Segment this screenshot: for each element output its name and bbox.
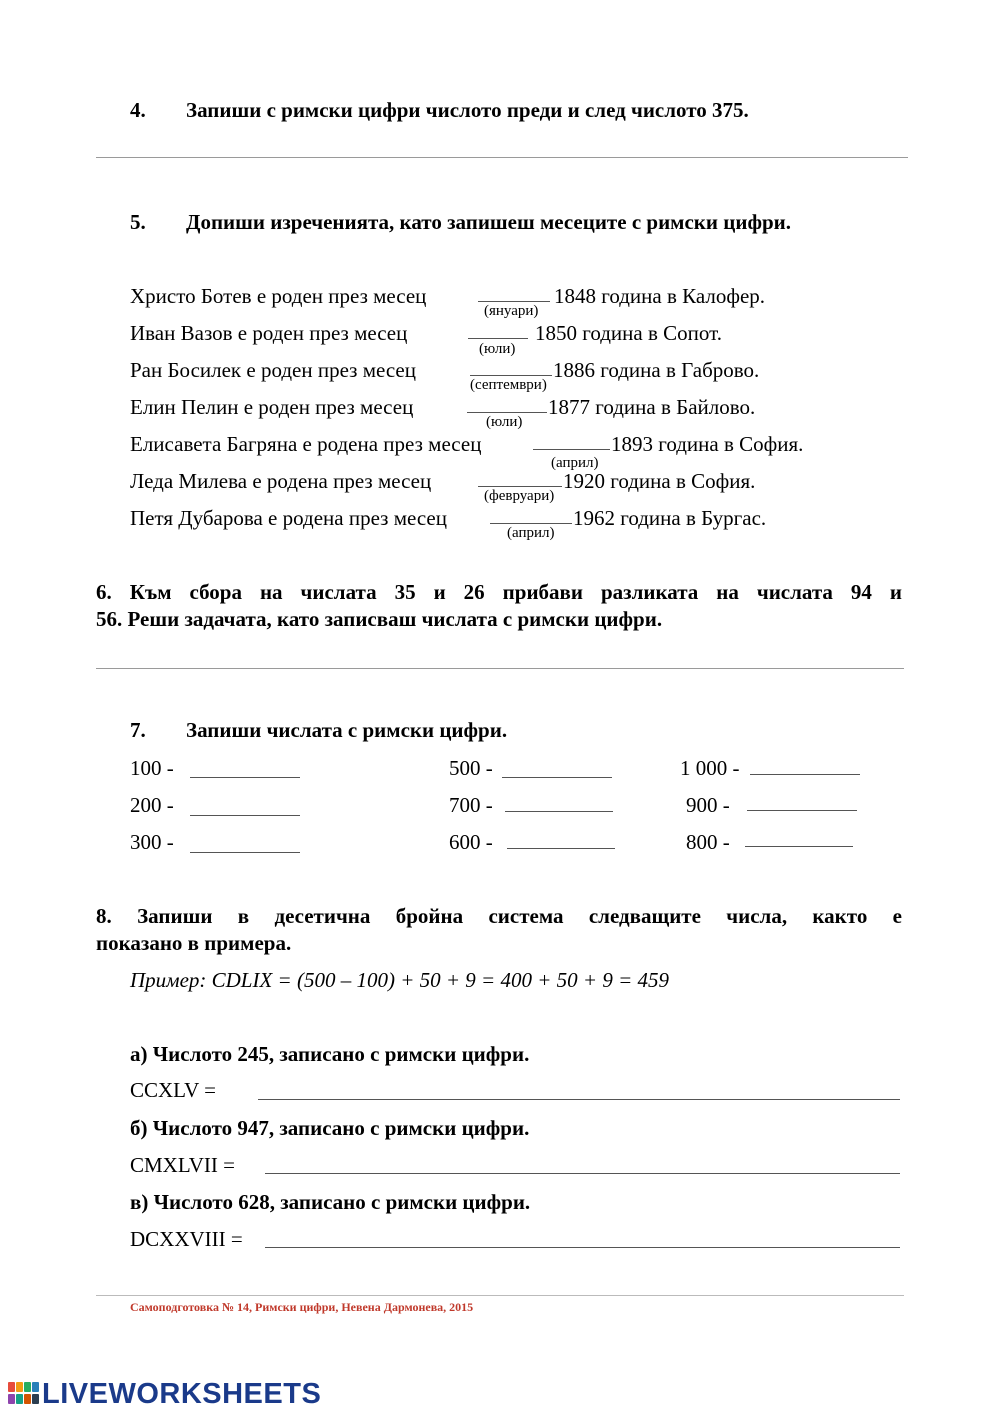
task6-answer-line[interactable] (96, 668, 904, 669)
sentence-1-after: 1848 година в Калофер. (554, 284, 766, 308)
task5-heading (130, 210, 791, 235)
sentence-1-hint: (януари) (484, 303, 539, 319)
roman-item-800: 800 - (686, 830, 730, 854)
task4-heading (130, 98, 749, 123)
roman-blank-700[interactable] (505, 811, 613, 812)
sentence-2-hint: (юли) (479, 341, 516, 357)
roman-item-1000: 1 000 - (680, 756, 740, 780)
roman-blank-900[interactable] (747, 810, 857, 811)
sentence-7-after: 1962 година в Бургас. (573, 506, 767, 530)
sentence-6-blank[interactable] (478, 486, 562, 487)
sentence-4-blank[interactable] (467, 412, 547, 413)
task8-part-b-label: CMXLVII = (130, 1153, 235, 1177)
sentence-2-after: 1850 година в Сопот. (535, 321, 722, 345)
footer-divider (96, 1295, 904, 1296)
roman-item-300: 300 - (130, 830, 174, 854)
sentence-3-hint: (септември) (470, 377, 547, 393)
task4-answer-line[interactable] (96, 157, 908, 158)
roman-blank-600[interactable] (507, 848, 615, 849)
sentence-7-before: Петя Дубарова е родена през месец (130, 506, 447, 530)
roman-item-200: 200 - (130, 793, 174, 817)
sentence-2-blank[interactable] (468, 338, 528, 339)
roman-blank-300[interactable] (190, 852, 300, 853)
roman-blank-200[interactable] (190, 815, 300, 816)
task7-text: Запиши числата с римски цифри. (186, 718, 508, 742)
sentence-1-blank[interactable] (478, 301, 550, 302)
roman-item-700: 700 - (449, 793, 493, 817)
liveworksheets-logo[interactable] (8, 1378, 321, 1411)
liveworksheets-logo-icon (8, 1382, 40, 1406)
task8-part-a-title: а) Числото 245, записано с римски цифри. (130, 1042, 530, 1066)
roman-item-900: 900 - (686, 793, 730, 817)
sentence-4-after: 1877 година в Байлово. (548, 395, 756, 419)
sentence-1-before: Христо Ботев е роден през месец (130, 284, 427, 308)
task8-line-2: показано в примера. (96, 931, 292, 955)
task5-text: Допиши изреченията, като запишеш месеците с римски цифри. (186, 210, 792, 234)
task6-line-1: 6. Към сбора на числата 35 и 26 прибави разликата на числата 94 и (96, 580, 902, 604)
roman-blank-800[interactable] (745, 846, 853, 847)
roman-item-600: 600 - (449, 830, 493, 854)
roman-blank-1000[interactable] (750, 774, 860, 775)
task8-part-c-title: в) Числото 628, записано с римски цифри. (130, 1190, 531, 1214)
sentence-3-before: Ран Босилек е роден през месец (130, 358, 416, 382)
sentence-5-before: Елисавета Багряна е родена през месец (130, 432, 482, 456)
sentence-2-before: Иван Вазов е роден през месец (130, 321, 408, 345)
task4-number: 4. (130, 98, 146, 122)
task8-part-a-answer-line[interactable] (258, 1099, 900, 1100)
task8-part-c-label: DCXXVIII = (130, 1227, 243, 1251)
sentence-4-hint: (юли) (486, 414, 523, 430)
sentence-5-hint: (април) (551, 455, 599, 471)
task8-part-c-answer-line[interactable] (265, 1247, 900, 1248)
task5-number: 5. (130, 210, 146, 234)
sentence-6-hint: (февруари) (484, 488, 555, 504)
roman-item-500: 500 - (449, 756, 493, 780)
sentence-5-after: 1893 година в София. (611, 432, 804, 456)
roman-blank-100[interactable] (190, 777, 300, 778)
task8-example: Пример: CDLIX = (500 – 100) + 50 + 9 = 400 + 50 + 9 = 459 (130, 968, 669, 992)
task7-heading (130, 718, 507, 743)
liveworksheets-logo-text: LIVEWORKSHEETS (42, 1378, 322, 1410)
task6-line-2: 56. Реши задачата, като записваш числата с римски цифри. (96, 607, 663, 631)
sentence-4-before: Елин Пелин е роден през месец (130, 395, 414, 419)
sentence-7-blank[interactable] (490, 523, 572, 524)
task8-part-b-title: б) Числото 947, записано с римски цифри. (130, 1116, 530, 1140)
sentence-5-blank[interactable] (533, 449, 610, 450)
sentence-6-before: Леда Милева е родена през месец (130, 469, 432, 493)
sentence-6-after: 1920 година в София. (563, 469, 756, 493)
sentence-3-blank[interactable] (470, 375, 552, 376)
roman-blank-500[interactable] (502, 777, 612, 778)
task7-number: 7. (130, 718, 146, 742)
footer-credit: Самоподготовка № 14, Римски цифри, Невена Дармонева, 2015 (130, 1300, 474, 1314)
sentence-7-hint: (април) (507, 525, 555, 541)
task4-text: Запиши с римски цифри числото преди и след числото 375. (186, 98, 749, 122)
task8-part-a-label: CCXLV = (130, 1078, 216, 1102)
roman-item-100: 100 - (130, 756, 174, 780)
task8-line-1: 8. Запиши в десетична бройна система следващите числа, както е (96, 904, 902, 928)
sentence-3-after: 1886 година в Габрово. (553, 358, 760, 382)
task8-part-b-answer-line[interactable] (265, 1173, 900, 1174)
